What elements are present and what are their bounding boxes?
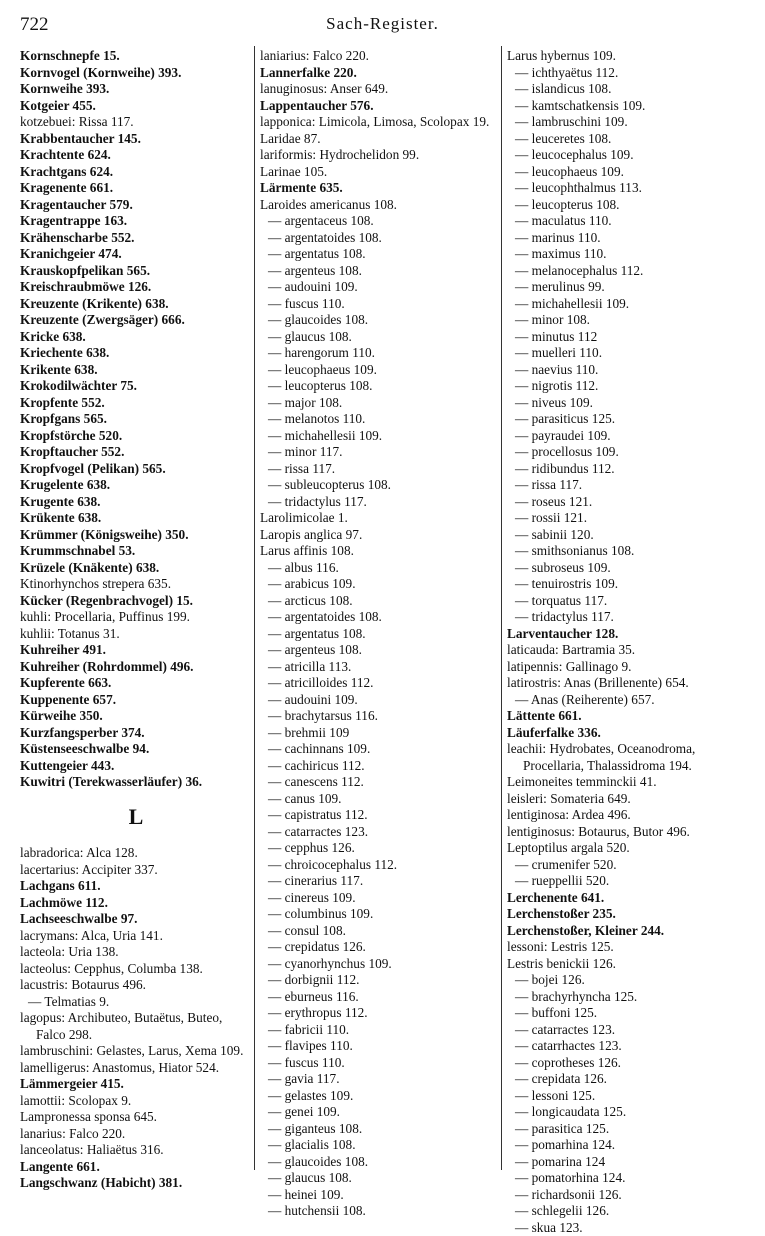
index-entry: Langente 661. <box>20 1159 252 1176</box>
index-entry: Kropftaucher 552. <box>20 444 252 461</box>
index-entry: lanuginosus: Anser 649. <box>260 81 498 98</box>
index-entry: — muelleri 110. <box>507 345 759 362</box>
index-entry: Kuppenente 657. <box>20 692 252 709</box>
index-entry: Laroides americanus 108. <box>260 197 498 214</box>
index-entry: — major 108. <box>260 395 498 412</box>
index-entry: Kragentrappe 163. <box>20 213 252 230</box>
index-entry: Kornweihe 393. <box>20 81 252 98</box>
index-entry: — tenuirostris 109. <box>507 576 759 593</box>
index-entry: — procellosus 109. <box>507 444 759 461</box>
index-entry: — michahellesii 109. <box>507 296 759 313</box>
index-entry: — michahellesii 109. <box>260 428 498 445</box>
index-entry: Laropis anglica 97. <box>260 527 498 544</box>
index-entry: — longicaudata 125. <box>507 1104 759 1121</box>
index-column-2 <box>260 48 498 1220</box>
index-entry: — roseus 121. <box>507 494 759 511</box>
index-entry: — heinei 109. <box>260 1187 498 1204</box>
section-letter-heading: L <box>20 809 252 826</box>
index-entry: — Telmatias 9. <box>20 994 252 1011</box>
index-entry: — catarractes 123. <box>260 824 498 841</box>
index-entry: Larus hybernus 109. <box>507 48 759 65</box>
index-entry: Kücker (Regenbrachvogel) 15. <box>20 593 252 610</box>
index-entry: — canescens 112. <box>260 774 498 791</box>
index-entry: Kropfente 552. <box>20 395 252 412</box>
index-entry: — maximus 110. <box>507 246 759 263</box>
index-entry: Kricke 638. <box>20 329 252 346</box>
index-entry: Lachmöwe 112. <box>20 895 252 912</box>
index-entry: — chroicocephalus 112. <box>260 857 498 874</box>
index-entry: — leucocephalus 109. <box>507 147 759 164</box>
index-entry: — tridactylus 117. <box>507 609 759 626</box>
index-entry: — rissa 117. <box>507 477 759 494</box>
column-divider <box>254 46 255 1170</box>
index-entry: Kreuzente (Krikente) 638. <box>20 296 252 313</box>
index-entry: Kropfgans 565. <box>20 411 252 428</box>
index-entry: — merulinus 99. <box>507 279 759 296</box>
index-entry: — naevius 110. <box>507 362 759 379</box>
index-entry: — tridactylus 117. <box>260 494 498 511</box>
index-entry: Lättente 661. <box>507 708 759 725</box>
index-entry: — eburneus 116. <box>260 989 498 1006</box>
index-entry: Krokodilwächter 75. <box>20 378 252 395</box>
index-entry: Kürweihe 350. <box>20 708 252 725</box>
index-entry: lambruschini: Gelastes, Larus, Xema 109. <box>20 1043 252 1060</box>
index-entry: — kamtschatkensis 109. <box>507 98 759 115</box>
index-entry: — fuscus 110. <box>260 1055 498 1072</box>
index-entry: lacteolus: Cepphus, Columba 138. <box>20 961 252 978</box>
index-entry: Kriechente 638. <box>20 345 252 362</box>
index-entry: — subroseus 109. <box>507 560 759 577</box>
index-entry: Kreuzente (Zwergsäger) 666. <box>20 312 252 329</box>
index-entry: Leptoptilus argala 520. <box>507 840 759 857</box>
index-entry: — audouini 109. <box>260 279 498 296</box>
index-entry: Larventaucher 128. <box>507 626 759 643</box>
index-entry: Kragentaucher 579. <box>20 197 252 214</box>
index-entry: — giganteus 108. <box>260 1121 498 1138</box>
index-entry: — argenteus 108. <box>260 263 498 280</box>
index-entry: latirostris: Anas (Brillenente) 654. <box>507 675 759 692</box>
index-entry: Krükente 638. <box>20 510 252 527</box>
index-entry: — catarractes 123. <box>507 1022 759 1039</box>
index-entry: Lestris benickii 126. <box>507 956 759 973</box>
index-entry: — Anas (Reiherente) 657. <box>507 692 759 709</box>
index-entry: kotzebuei: Rissa 117. <box>20 114 252 131</box>
index-entry: Lappentaucher 576. <box>260 98 498 115</box>
index-entry: Lachseeschwalbe 97. <box>20 911 252 928</box>
index-entry: — erythropus 112. <box>260 1005 498 1022</box>
index-entry: Kurzfangsperber 374. <box>20 725 252 742</box>
index-entry: — minor 117. <box>260 444 498 461</box>
index-entry: — sabinii 120. <box>507 527 759 544</box>
index-entry: lacteola: Uria 138. <box>20 944 252 961</box>
index-entry: lariformis: Hydrochelidon 99. <box>260 147 498 164</box>
index-entry: Läuferfalke 336. <box>507 725 759 742</box>
index-entry: — brachyrhyncha 125. <box>507 989 759 1006</box>
index-entry: — ichthyaëtus 112. <box>507 65 759 82</box>
running-head: Sach-Register. <box>0 14 765 34</box>
index-entry: Kranichgeier 474. <box>20 246 252 263</box>
index-entry: — arcticus 108. <box>260 593 498 610</box>
index-entry: — genei 109. <box>260 1104 498 1121</box>
index-entry: — crepidata 126. <box>507 1071 759 1088</box>
index-entry: Kornschnepfe 15. <box>20 48 252 65</box>
index-entry: Kuhreiher 491. <box>20 642 252 659</box>
index-entry: Krugente 638. <box>20 494 252 511</box>
index-entry: — buffoni 125. <box>507 1005 759 1022</box>
index-entry: — argentatoides 108. <box>260 609 498 626</box>
index-entry: — crumenifer 520. <box>507 857 759 874</box>
index-entry: — coprotheses 126. <box>507 1055 759 1072</box>
index-entry: latipennis: Gallinago 9. <box>507 659 759 676</box>
index-entry: — gavia 117. <box>260 1071 498 1088</box>
index-entry: — skua 123. <box>507 1220 759 1236</box>
index-entry: — glaucoides 108. <box>260 312 498 329</box>
index-entry: — audouini 109. <box>260 692 498 709</box>
index-entry: Lärmente 635. <box>260 180 498 197</box>
index-entry: — pomatorhina 124. <box>507 1170 759 1187</box>
index-entry: — glaucus 108. <box>260 329 498 346</box>
index-entry: Krummschnabel 53. <box>20 543 252 560</box>
index-entry: lacustris: Botaurus 496. <box>20 977 252 994</box>
index-entry: — argentatus 108. <box>260 246 498 263</box>
index-entry: — leucophaeus 109. <box>507 164 759 181</box>
index-entry: Kornvogel (Kornweihe) 393. <box>20 65 252 82</box>
index-entry: Kropfstörche 520. <box>20 428 252 445</box>
index-entry: Lachgans 611. <box>20 878 252 895</box>
index-column-1 <box>20 48 252 1192</box>
index-entry: — dorbignii 112. <box>260 972 498 989</box>
index-entry: — arabicus 109. <box>260 576 498 593</box>
index-entry: lanceolatus: Haliaëtus 316. <box>20 1142 252 1159</box>
index-entry: lamelligerus: Anastomus, Hiator 524. <box>20 1060 252 1077</box>
index-entry: Lämmergeier 415. <box>20 1076 252 1093</box>
index-entry: — richardsonii 126. <box>507 1187 759 1204</box>
index-entry: — canus 109. <box>260 791 498 808</box>
index-entry: lapponica: Limicola, Limosa, Scolopax 19. <box>260 114 498 131</box>
index-entry: lagopus: Archibuteo, Butaëtus, Buteo, Falco 298. <box>20 1010 252 1043</box>
index-entry: labradorica: Alca 128. <box>20 845 252 862</box>
index-entry: lacrymans: Alca, Uria 141. <box>20 928 252 945</box>
index-entry: — cepphus 126. <box>260 840 498 857</box>
index-entry: Lannerfalke 220. <box>260 65 498 82</box>
index-entry: — rueppellii 520. <box>507 873 759 890</box>
index-entry: Küstenseeschwalbe 94. <box>20 741 252 758</box>
index-entry: — parasiticus 125. <box>507 411 759 428</box>
index-entry: — parasitica 125. <box>507 1121 759 1138</box>
index-entry: Larolimicolae 1. <box>260 510 498 527</box>
page-number: 722 <box>20 14 49 36</box>
index-entry: — cinerarius 117. <box>260 873 498 890</box>
index-entry: — lessoni 125. <box>507 1088 759 1105</box>
index-entry: Kragenente 661. <box>20 180 252 197</box>
index-entry: — gelastes 109. <box>260 1088 498 1105</box>
index-entry: — ridibundus 112. <box>507 461 759 478</box>
index-entry: — argentatus 108. <box>260 626 498 643</box>
index-entry: — atricilla 113. <box>260 659 498 676</box>
index-entry: — minutus 112 <box>507 329 759 346</box>
index-column-3 <box>507 48 759 1236</box>
index-entry: Krikente 638. <box>20 362 252 379</box>
index-entry: kuhli: Procellaria, Puffinus 199. <box>20 609 252 626</box>
index-entry: — atricilloides 112. <box>260 675 498 692</box>
index-entry: lamottii: Scolopax 9. <box>20 1093 252 1110</box>
index-entry: Kuttengeier 443. <box>20 758 252 775</box>
index-entry: Kuhreiher (Rohrdommel) 496. <box>20 659 252 676</box>
index-entry: — flavipes 110. <box>260 1038 498 1055</box>
index-entry: — capistratus 112. <box>260 807 498 824</box>
index-entry: — islandicus 108. <box>507 81 759 98</box>
index-entry: leisleri: Somateria 649. <box>507 791 759 808</box>
index-entry: — pomarhina 124. <box>507 1137 759 1154</box>
index-entry: kuhlii: Totanus 31. <box>20 626 252 643</box>
index-entry: Krabbentaucher 145. <box>20 131 252 148</box>
index-entry: laniarius: Falco 220. <box>260 48 498 65</box>
index-entry: — cinereus 109. <box>260 890 498 907</box>
index-entry: Larinae 105. <box>260 164 498 181</box>
index-entry: — schlegelii 126. <box>507 1203 759 1220</box>
index-entry: — bojei 126. <box>507 972 759 989</box>
index-entry: lentiginosus: Botaurus, Butor 496. <box>507 824 759 841</box>
index-entry: — glaucoides 108. <box>260 1154 498 1171</box>
index-entry: — hutchensii 108. <box>260 1203 498 1220</box>
index-entry: — harengorum 110. <box>260 345 498 362</box>
index-entry: lacertarius: Accipiter 337. <box>20 862 252 879</box>
index-entry: — leucophthalmus 113. <box>507 180 759 197</box>
index-entry: — glacialis 108. <box>260 1137 498 1154</box>
index-entry: Krümmer (Königsweihe) 350. <box>20 527 252 544</box>
index-entry: Larus affinis 108. <box>260 543 498 560</box>
index-entry: — cachinnans 109. <box>260 741 498 758</box>
index-entry: Krauskopfpelikan 565. <box>20 263 252 280</box>
index-entry: Krüzele (Knäkente) 638. <box>20 560 252 577</box>
index-entry: — brachytarsus 116. <box>260 708 498 725</box>
index-entry: — argenteus 108. <box>260 642 498 659</box>
index-entry: — catarrhactes 123. <box>507 1038 759 1055</box>
index-entry: Krähenscharbe 552. <box>20 230 252 247</box>
index-entry: Krachtente 624. <box>20 147 252 164</box>
index-entry: — niveus 109. <box>507 395 759 412</box>
index-entry: — subleucopterus 108. <box>260 477 498 494</box>
index-entry: — brehmii 109 <box>260 725 498 742</box>
index-entry: — payraudei 109. <box>507 428 759 445</box>
index-entry: — leuceretes 108. <box>507 131 759 148</box>
index-entry: — crepidatus 126. <box>260 939 498 956</box>
index-entry: lentiginosa: Ardea 496. <box>507 807 759 824</box>
index-entry: — smithsonianus 108. <box>507 543 759 560</box>
index-entry: — cachiricus 112. <box>260 758 498 775</box>
index-entry: — leucophaeus 109. <box>260 362 498 379</box>
index-entry: Kuwitri (Terekwasserläufer) 36. <box>20 774 252 791</box>
index-entry: Krachtgans 624. <box>20 164 252 181</box>
index-entry: — leucopterus 108. <box>507 197 759 214</box>
index-entry: — argentaceus 108. <box>260 213 498 230</box>
index-entry: — albus 116. <box>260 560 498 577</box>
index-entry: — nigrotis 112. <box>507 378 759 395</box>
index-entry: Langschwanz (Habicht) 381. <box>20 1175 252 1192</box>
index-entry: — pomarina 124 <box>507 1154 759 1171</box>
index-entry: Lampronessa sponsa 645. <box>20 1109 252 1126</box>
index-entry: Lerchenstoßer, Kleiner 244. <box>507 923 759 940</box>
index-entry: — columbinus 109. <box>260 906 498 923</box>
index-entry: — minor 108. <box>507 312 759 329</box>
index-entry: leachii: Hydrobates, Oceanodroma, Procellaria, Thalassidroma 194. <box>507 741 759 774</box>
index-entry: — fuscus 110. <box>260 296 498 313</box>
index-entry: Laridae 87. <box>260 131 498 148</box>
index-entry: Leimoneites temminckii 41. <box>507 774 759 791</box>
index-entry: — lambruschini 109. <box>507 114 759 131</box>
index-entry: lessoni: Lestris 125. <box>507 939 759 956</box>
index-entry: — marinus 110. <box>507 230 759 247</box>
index-entry: Kropfvogel (Pelikan) 565. <box>20 461 252 478</box>
index-entry: Ktinorhynchos strepera 635. <box>20 576 252 593</box>
index-entry: — rissa 117. <box>260 461 498 478</box>
column-divider <box>501 46 502 1170</box>
index-entry: — torquatus 117. <box>507 593 759 610</box>
index-entry: — melanocephalus 112. <box>507 263 759 280</box>
index-entry: — glaucus 108. <box>260 1170 498 1187</box>
index-entry: — rossii 121. <box>507 510 759 527</box>
index-entry: Kreischraubmöwe 126. <box>20 279 252 296</box>
index-entry: — melanotos 110. <box>260 411 498 428</box>
index-entry: lanarius: Falco 220. <box>20 1126 252 1143</box>
index-entry: — argentatoides 108. <box>260 230 498 247</box>
index-entry: Krugelente 638. <box>20 477 252 494</box>
index-entry: — leucopterus 108. <box>260 378 498 395</box>
index-entry: — cyanorhynchus 109. <box>260 956 498 973</box>
index-entry: Kupferente 663. <box>20 675 252 692</box>
index-entry: Lerchenente 641. <box>507 890 759 907</box>
index-entry: laticauda: Bartramia 35. <box>507 642 759 659</box>
index-entry: — fabricii 110. <box>260 1022 498 1039</box>
index-entry: Lerchenstoßer 235. <box>507 906 759 923</box>
index-entry: Kotgeier 455. <box>20 98 252 115</box>
index-entry: — maculatus 110. <box>507 213 759 230</box>
index-entry: — consul 108. <box>260 923 498 940</box>
